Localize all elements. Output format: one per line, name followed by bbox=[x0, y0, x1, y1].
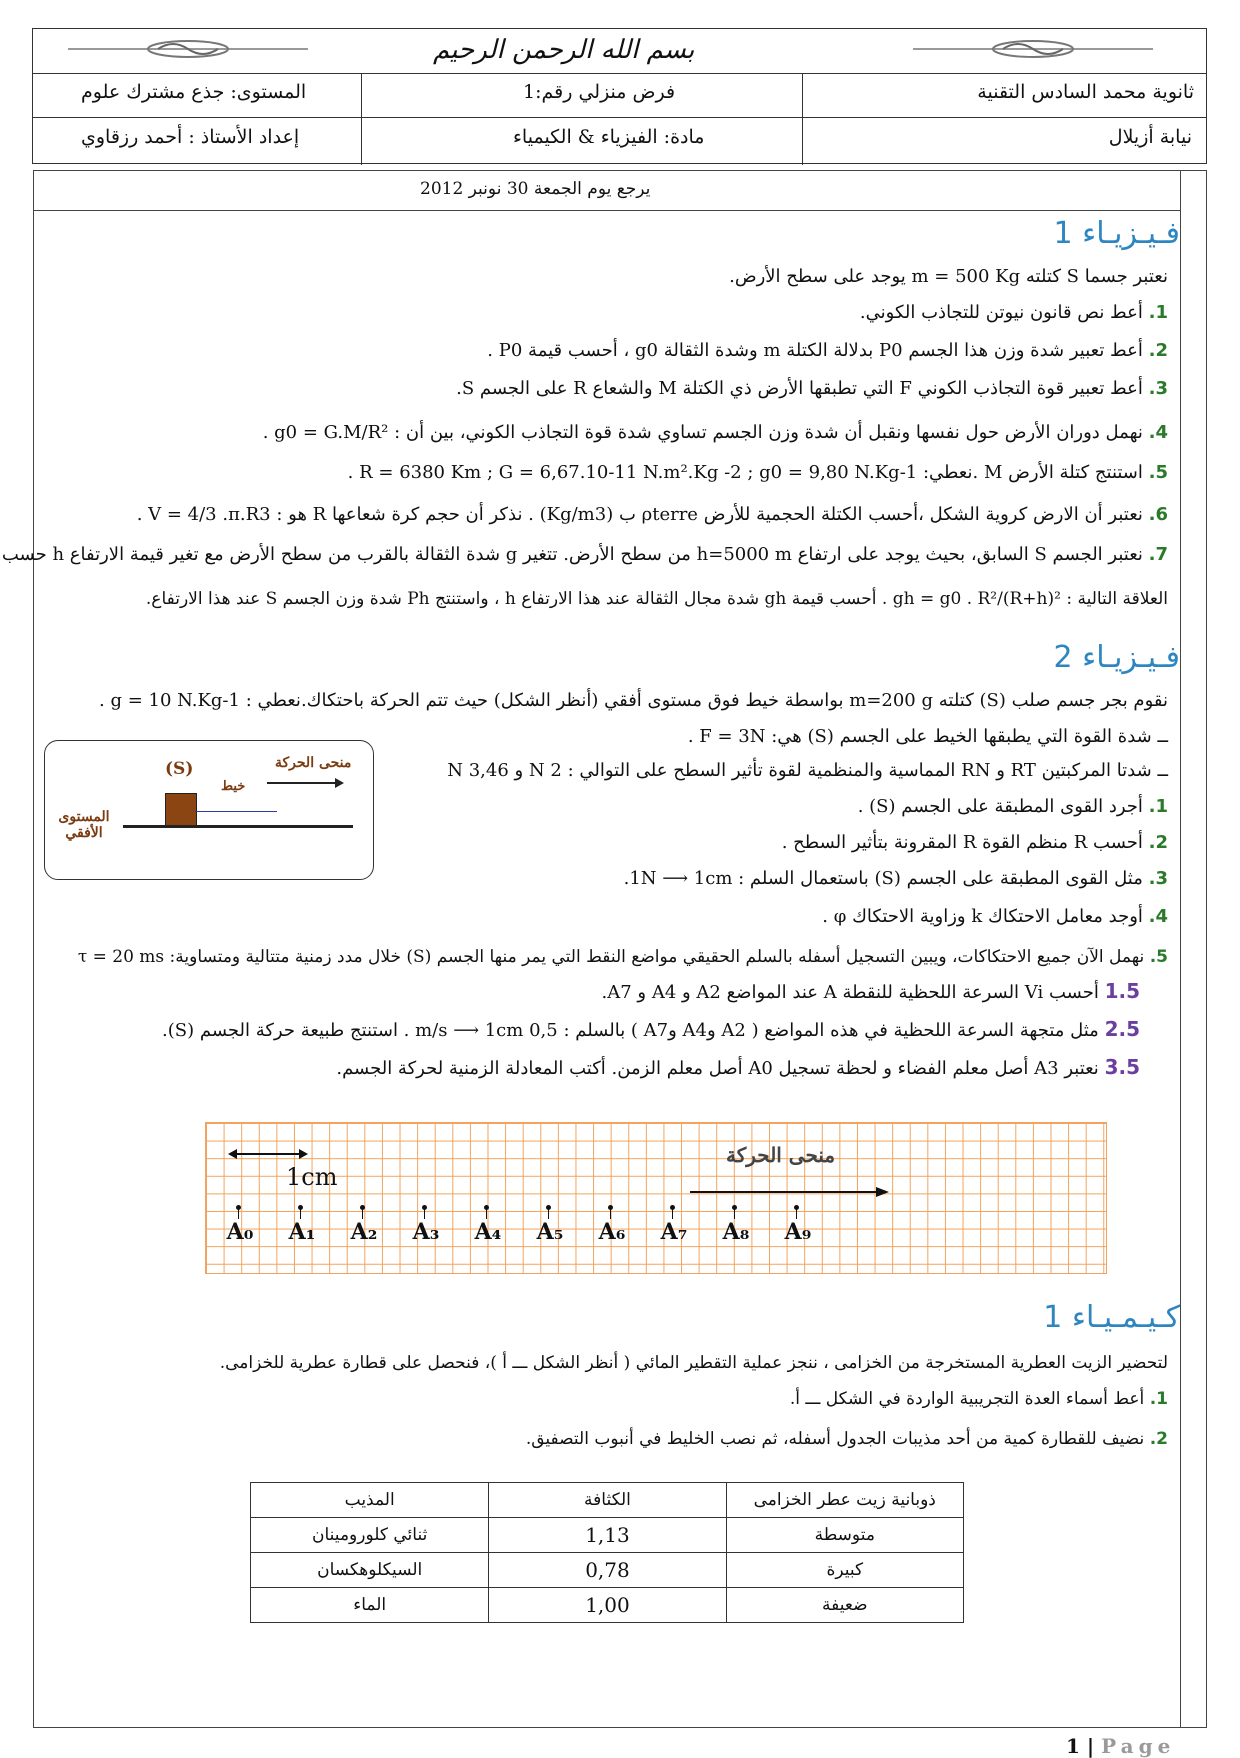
table-row bbox=[251, 1518, 964, 1553]
table-row bbox=[251, 1553, 964, 1588]
physics2-force: ــ شدة القوة التي يطبقها الخيط على الجسم (S) هي: F = 3N . bbox=[687, 726, 1168, 747]
block-label: (S) bbox=[165, 759, 194, 779]
recording-grid bbox=[205, 1122, 1107, 1274]
table-header: ذوبانية زيت عطر الخزامى bbox=[726, 1483, 963, 1518]
page-footer bbox=[1066, 1734, 1175, 1758]
recording-point-label: A₇ bbox=[660, 1219, 688, 1245]
figure-block-on-plane bbox=[44, 740, 374, 880]
recording-point-tick bbox=[734, 1209, 735, 1219]
table-header-row bbox=[251, 1483, 964, 1518]
subquestion-item: 1.5 أحسب Vi السرعة اللحظية للنقطة A عند المواضع A2 و A4 و A7. bbox=[601, 979, 1140, 1003]
basmala: بسم الله الرحمن الرحيم bbox=[433, 35, 695, 65]
header-box bbox=[32, 28, 1207, 164]
question-item: 7. نعتبر الجسم S السابق، بحيث يوجد على ارتفاع h=5000 m من سطح الأرض. تتغير g شدة الثقالة بالقرب من سطح الأرض مع تغير قيمة الارتفاع h حسب bbox=[1, 544, 1168, 565]
question-item: 4. نهمل دوران الأرض حول نفسها ونقبل أن شدة وزن الجسم تساوي شدة قوة التجاذب الكوني، بين أن : g0 = G.M/R² . bbox=[262, 422, 1168, 443]
page-word: Page bbox=[1101, 1734, 1176, 1758]
physics2-questions bbox=[388, 796, 1168, 942]
recording-point-label: A₆ bbox=[598, 1219, 626, 1245]
due-date: يرجع يوم الجمعة 30 نونبر 2012 bbox=[420, 179, 651, 199]
delegation: نيابة أزيلال bbox=[1108, 126, 1192, 148]
section-title-chemistry1: كـيـمـيـاء 1 bbox=[1043, 1300, 1180, 1335]
table-header: المذيب bbox=[251, 1483, 489, 1518]
table-cell: ثنائي كلورومينان bbox=[251, 1518, 489, 1553]
recording-point-tick bbox=[362, 1209, 363, 1219]
physics1-intro: نعتبر جسما S كتلته m = 500 Kg يوجد على سطح الأرض. bbox=[729, 266, 1168, 287]
question-item: 4. أوجد معامل الاحتكاك k وزاوية الاحتكاك φ . bbox=[822, 906, 1168, 927]
question-item: 1. أجرد القوى المطبقة على الجسم (S) . bbox=[857, 796, 1168, 817]
page-separator: | bbox=[1086, 1734, 1095, 1758]
scale-arrow-icon bbox=[228, 1147, 308, 1161]
question-item: 5. استنتج كتلة الأرض M .نعطي: R = 6380 Km ; G = 6,67.10-11 N.m².Kg -2 ; g0 = 9,80 N.Kg-1 . bbox=[347, 462, 1168, 483]
recording-direction-arrow-icon bbox=[690, 1185, 890, 1199]
question-7-continued: العلاقة التالية : gh = g0 . R²/(R+h)² . أحسب قيمة gh شدة مجال الثقالة عند هذا الارتفاع h ، واستنتج Ph شدة وزن الجسم S عند هذا الارتفاع. bbox=[145, 589, 1168, 609]
scale-label: 1cm bbox=[286, 1163, 338, 1191]
recording-point-tick bbox=[672, 1209, 673, 1219]
section-title-physics1: فـيـزيـاء 1 bbox=[1053, 216, 1180, 251]
question-item: 1. أعط أسماء العدة التجريبية الواردة في الشكل ـــ أ. bbox=[789, 1389, 1168, 1409]
recording-point-label: A₂ bbox=[350, 1219, 378, 1245]
recording-point-label: A₈ bbox=[722, 1219, 750, 1245]
assignment-title: فرض منزلي رقم:1 bbox=[523, 81, 676, 103]
block-s bbox=[165, 793, 197, 827]
recording-point-tick bbox=[548, 1209, 549, 1219]
level: المستوى: جذع مشترك علوم bbox=[81, 81, 307, 103]
table-cell: كبيرة bbox=[726, 1553, 963, 1588]
solvents-table bbox=[250, 1482, 964, 1623]
table-cell: متوسطة bbox=[726, 1518, 963, 1553]
recording-point-label: A₃ bbox=[412, 1219, 440, 1245]
section-title-physics2: فـيـزيـاء 2 bbox=[1053, 640, 1180, 675]
table-cell: 1,00 bbox=[489, 1588, 726, 1623]
ornament-left bbox=[68, 39, 308, 59]
physics1-questions bbox=[1, 302, 1168, 628]
question-item: 1. أعط نص قانون نيوتن للتجاذب الكوني. bbox=[859, 302, 1168, 323]
table-cell: الماء bbox=[251, 1588, 489, 1623]
direction-label: منحى الحركة bbox=[275, 755, 352, 771]
subject: مادة: الفيزياء & الكيمياء bbox=[513, 126, 705, 148]
recording-point-tick bbox=[610, 1209, 611, 1219]
table-cell: ضعيفة bbox=[726, 1588, 963, 1623]
subquestion-item: 3.5 نعتبر A3 أصل معلم الفضاء و لحظة تسجيل A0 أصل معلم الزمن. أكتب المعادلة الزمنية لحركة الجسم. bbox=[336, 1055, 1140, 1079]
thread-line bbox=[195, 811, 277, 812]
date-separator bbox=[33, 210, 1180, 211]
question-item: 3. مثل القوى المطبقة على الجسم (S) باستعمال السلم : 1N ⟶ 1cm. bbox=[623, 868, 1168, 889]
table-cell: السيكلوهكسان bbox=[251, 1553, 489, 1588]
question-item: 6. نعتبر أن الارض كروية الشكل ،أحسب الكتلة الحجمية للأرض ρterre ب (Kg/m3) . نذكر أن حجم كرة شعاعها R هو : V = 4/3 .π.R3 . bbox=[136, 504, 1168, 525]
school-name: ثانوية محمد السادس التقنية bbox=[977, 81, 1194, 103]
recording-point-tick bbox=[486, 1209, 487, 1219]
recording-point-tick bbox=[238, 1209, 239, 1219]
table-header: الكثافة bbox=[489, 1483, 726, 1518]
margin-line bbox=[1180, 170, 1181, 1728]
physics2-intro: نقوم بجر جسم صلب (S) كتلته m=200 g بواسطة خيط فوق مستوى أفقي (أنظر الشكل) حيث تتم الحركة باحتكاك.نعطي : g = 10 N.Kg-1 . bbox=[99, 690, 1168, 711]
recording-point-label: A₀ bbox=[226, 1219, 254, 1245]
recording-direction-label: منحى الحركة bbox=[726, 1143, 836, 1167]
question-item: 2. أعط تعبير شدة وزن هذا الجسم P0 بدلالة الكتلة m وشدة الثقالة g0 ، أحسب قيمة P0 . bbox=[487, 340, 1168, 361]
recording-point-tick bbox=[796, 1209, 797, 1219]
recording-point-label: A₉ bbox=[784, 1219, 812, 1245]
table-cell: 0,78 bbox=[489, 1553, 726, 1588]
question-item: 5. نهمل الآن جميع الاحتكاكات، ويبين التسجيل أسفله بالسلم الحقيقي مواضع النقط التي يمر منها الجسم (S) خلال مدد زمنية متتالية ومتساوية: τ = 20 ms bbox=[77, 947, 1168, 967]
table-row bbox=[251, 1588, 964, 1623]
recording-point-label: A₄ bbox=[474, 1219, 502, 1245]
chemistry1-questions bbox=[108, 1388, 1168, 1468]
recording-point-tick bbox=[424, 1209, 425, 1219]
physics2-subquestions bbox=[120, 980, 1140, 1094]
ornament-right bbox=[913, 39, 1153, 59]
physics2-components: ــ شدتا المركبتين RT و RN المماسية والمنظمية لقوة تأثير السطح على التوالي : 2 N و 3,46 N bbox=[447, 760, 1168, 781]
teacher: إعداد الأستاذ : أحمد رزقاوي bbox=[81, 126, 300, 148]
page-number: 1 bbox=[1066, 1734, 1080, 1758]
chemistry1-intro: لتحضير الزيت العطرية المستخرجة من الخزامى ، ننجز عملية التقطير المائي ( أنظر الشكل ـــ أ )، فنحصل على قطارة عطرية للخزامى. bbox=[219, 1353, 1168, 1373]
subquestion-item: 2.5 مثل متجهة السرعة اللحظية في هذه المواضع ( A2 وA4 وA7 ) بالسلم : 0,5 m/s ⟶ 1cm . استنتج طبيعة حركة الجسم (S). bbox=[162, 1017, 1140, 1041]
direction-arrow-icon bbox=[265, 777, 345, 789]
table-cell: 1,13 bbox=[489, 1518, 726, 1553]
thread-label: خيط bbox=[221, 779, 246, 794]
plane-label: المستوى الأفقي bbox=[58, 809, 110, 841]
horizontal-plane bbox=[123, 825, 353, 828]
question-item: 2. نضيف للقطارة كمية من أحد مذيبات الجدول أسفله، ثم نصب الخليط في أنبوب التصفيق. bbox=[525, 1429, 1168, 1449]
question-item: 2. أحسب R منظم القوة R المقرونة بتأثير السطح . bbox=[781, 832, 1168, 853]
question-item: 3. أعط تعبير قوة التجاذب الكوني F التي تطبقها الأرض ذي الكتلة M والشعاع R على الجسم S. bbox=[456, 378, 1168, 399]
recording-point-tick bbox=[300, 1209, 301, 1219]
recording-point-label: A₁ bbox=[288, 1219, 316, 1245]
recording-point-label: A₅ bbox=[536, 1219, 564, 1245]
